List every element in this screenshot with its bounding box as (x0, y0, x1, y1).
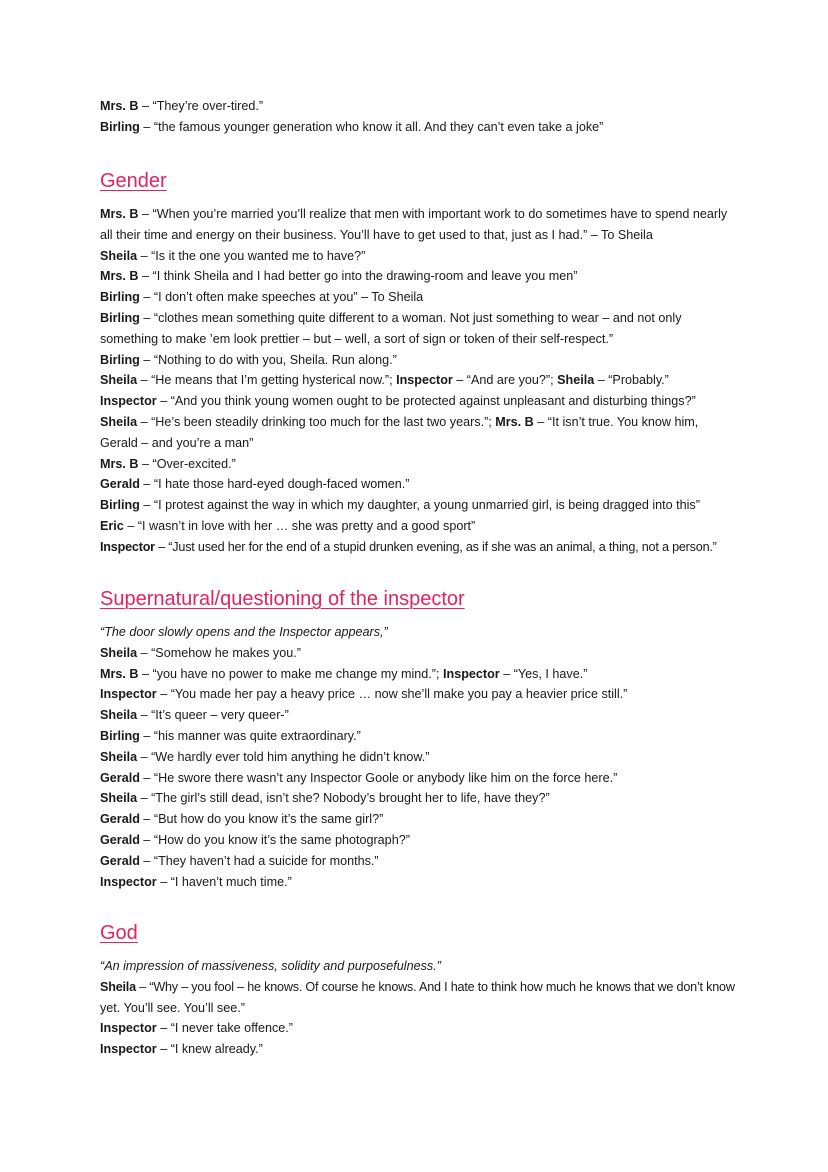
quote-text: – “I wasn’t in love with her … she was pretty and a good sport” (127, 518, 476, 533)
speaker-name: Inspector (100, 539, 155, 554)
speaker-name: Gerald (100, 853, 140, 868)
quote-text: yet. You’ll see. You’ll see.” (100, 1000, 245, 1015)
supernatural-section (100, 586, 740, 892)
god-section (100, 920, 740, 1060)
quote-text: – “Why – you fool – he knows. Of course he knows. And I hate to think how much he knows that we don’t know (139, 979, 735, 994)
quote-line (100, 830, 740, 851)
quote-line (100, 370, 740, 391)
speaker-name: Inspector (100, 1042, 157, 1057)
speaker-name: Sheila (100, 979, 136, 994)
quote-text: – “I think Sheila and I had better go into the drawing-room and leave you men” (142, 269, 578, 284)
speaker-name: Birling (100, 119, 140, 134)
quote-text: – “you have no power to make me change my mind.”; (142, 666, 440, 681)
quote-line (100, 788, 740, 809)
quote-line (100, 1039, 740, 1060)
quote-text: Gerald – and you’re a man” (100, 435, 254, 450)
quote-text: – “The girl’s still dead, isn’t she? Nobody’s brought her to life, have they?” (140, 791, 550, 806)
stage-direction: “An impression of massiveness, solidity and purposefulness.” (100, 959, 441, 973)
quote-text: – “He swore there wasn’t any Inspector Goole or anybody like him on the force here.” (143, 770, 618, 785)
quote-text: – “Just used her for the end of a stupid drunken evening, as if she was an animal, a thing, not a person.” (158, 539, 717, 554)
quote-text: – “I don’t often make speeches at you” – To Sheila (143, 290, 424, 305)
speaker-name: Birling (100, 290, 140, 305)
quote-line (100, 96, 740, 117)
speaker-name: Mrs. B (100, 456, 139, 471)
quote-text: – “When you’re married you’ll realize that men with important work to do sometimes have to spend nearly (142, 207, 728, 221)
quote-line (100, 684, 740, 705)
quote-text: – “But how do you know it’s the same girl?” (143, 812, 384, 827)
quote-line (100, 516, 740, 537)
quote-line (100, 768, 740, 789)
quote-line (100, 495, 740, 516)
quote-text: – “Is it the one you wanted me to have?” (140, 248, 366, 263)
quote-line (100, 246, 740, 267)
section-heading: God (100, 922, 138, 944)
quote-text: – “I haven’t much time.” (160, 874, 292, 889)
speaker-name: Inspector (396, 373, 453, 388)
quote-line (100, 266, 740, 287)
quote-line (100, 537, 740, 558)
quote-text: – “They haven’t had a suicide for months.” (143, 853, 379, 868)
quote-line (100, 643, 740, 664)
quote-text: – “clothes mean something quite different to a woman. Not just something to wear – and not only (143, 310, 682, 325)
quote-text: – “They’re over-tired.” (142, 99, 264, 113)
quote-text: – “I never take offence.” (160, 1021, 293, 1036)
quote-text: – “And you think young women ought to be protected against unpleasant and disturbing things?” (160, 394, 696, 409)
speaker-name: Sheila (100, 749, 138, 764)
quote-text: – “the famous younger generation who know it all. And they can’t even take a joke” (143, 119, 604, 134)
quote-line (100, 809, 740, 830)
quote-line (100, 308, 740, 329)
quote-line (100, 412, 740, 433)
quote-text: – “It’s queer – very queer-” (140, 708, 289, 723)
quote-line (100, 117, 740, 138)
quote-line (100, 287, 740, 308)
speaker-name: Gerald (100, 770, 140, 785)
quote-line (100, 664, 740, 685)
speaker-name: Sheila (100, 414, 138, 429)
speaker-name: Birling (100, 498, 140, 513)
stage-direction: “The door slowly opens and the Inspector appears,” (100, 625, 388, 639)
quote-text: – “Yes, I have.” (503, 666, 588, 681)
speaker-name: Birling (100, 310, 140, 325)
speaker-name: Mrs. B (100, 269, 139, 284)
quote-line (100, 350, 740, 371)
speaker-name: Mrs. B (100, 666, 139, 681)
quote-line (100, 204, 740, 225)
section-heading: Supernatural/questioning of the inspector (100, 588, 465, 610)
speaker-name: Mrs. B (100, 99, 139, 113)
quote-text: – “I knew already.” (160, 1042, 263, 1057)
quote-line (100, 474, 740, 495)
speaker-name: Eric (100, 518, 124, 533)
quote-line (100, 225, 740, 246)
quote-text: – “He’s been steadily drinking too much for the last two years.”; (140, 414, 492, 429)
quote-line (100, 1018, 740, 1039)
speaker-name: Sheila (100, 248, 138, 263)
quote-line (100, 726, 740, 747)
speaker-name: Sheila (100, 645, 138, 660)
quote-text: – “It isn’t true. You know him, (537, 414, 699, 429)
speaker-name: Sheila (100, 373, 138, 388)
speaker-name: Gerald (100, 812, 140, 827)
quote-line (100, 391, 740, 412)
speaker-name: Inspector (100, 1021, 157, 1036)
quote-text: all their time and energy on their business. You’ll have to get used to that, just as I had.” – To Sheila (100, 227, 653, 242)
quote-text: – “He means that I’m getting hysterical now.”; (140, 373, 393, 388)
quote-line (100, 433, 740, 454)
gender-section (100, 168, 740, 558)
speaker-name: Sheila (100, 708, 138, 723)
quote-text: – “his manner was quite extraordinary.” (143, 728, 361, 743)
quote-text: – “Somehow he makes you.” (140, 645, 301, 660)
quote-line (100, 872, 740, 893)
speaker-name: Birling (100, 728, 140, 743)
speaker-name: Gerald (100, 832, 140, 847)
quote-text: – “I protest against the way in which my daughter, a young unmarried girl, is being dragged into this” (143, 498, 700, 513)
quote-text: – “And are you?”; (456, 373, 554, 388)
speaker-name: Mrs. B (495, 414, 534, 429)
quote-line (100, 977, 740, 998)
speaker-name: Gerald (100, 477, 140, 492)
speaker-name: Inspector (100, 874, 157, 889)
speaker-name: Mrs. B (100, 207, 139, 221)
quote-text: – “Nothing to do with you, Sheila. Run along.” (143, 352, 397, 367)
quote-line (100, 454, 740, 475)
quote-line (100, 705, 740, 726)
quote-text: – “You made her pay a heavy price … now she’ll make you pay a heavier price still.” (160, 687, 628, 702)
intro-block (100, 96, 740, 138)
speaker-name: Sheila (100, 791, 138, 806)
quote-text: – “How do you know it’s the same photograph?” (143, 832, 410, 847)
quote-text: – “Probably.” (597, 373, 669, 388)
quote-text: – “I hate those hard-eyed dough-faced women.” (143, 477, 410, 492)
quote-line (100, 329, 740, 350)
speaker-name: Inspector (443, 666, 500, 681)
quote-text: – “Over-excited.” (142, 456, 236, 471)
section-heading: Gender (100, 170, 167, 192)
quote-line (100, 998, 740, 1019)
speaker-name: Inspector (100, 394, 157, 409)
quote-line (100, 747, 740, 768)
quote-text: – “We hardly ever told him anything he didn’t know.” (140, 749, 430, 764)
speaker-name: Inspector (100, 687, 157, 702)
quote-line (100, 851, 740, 872)
quote-text: something to make ’em look prettier – but – well, a sort of sign or token of their self-respect.” (100, 331, 614, 346)
speaker-name: Birling (100, 352, 140, 367)
speaker-name: Sheila (557, 373, 595, 388)
